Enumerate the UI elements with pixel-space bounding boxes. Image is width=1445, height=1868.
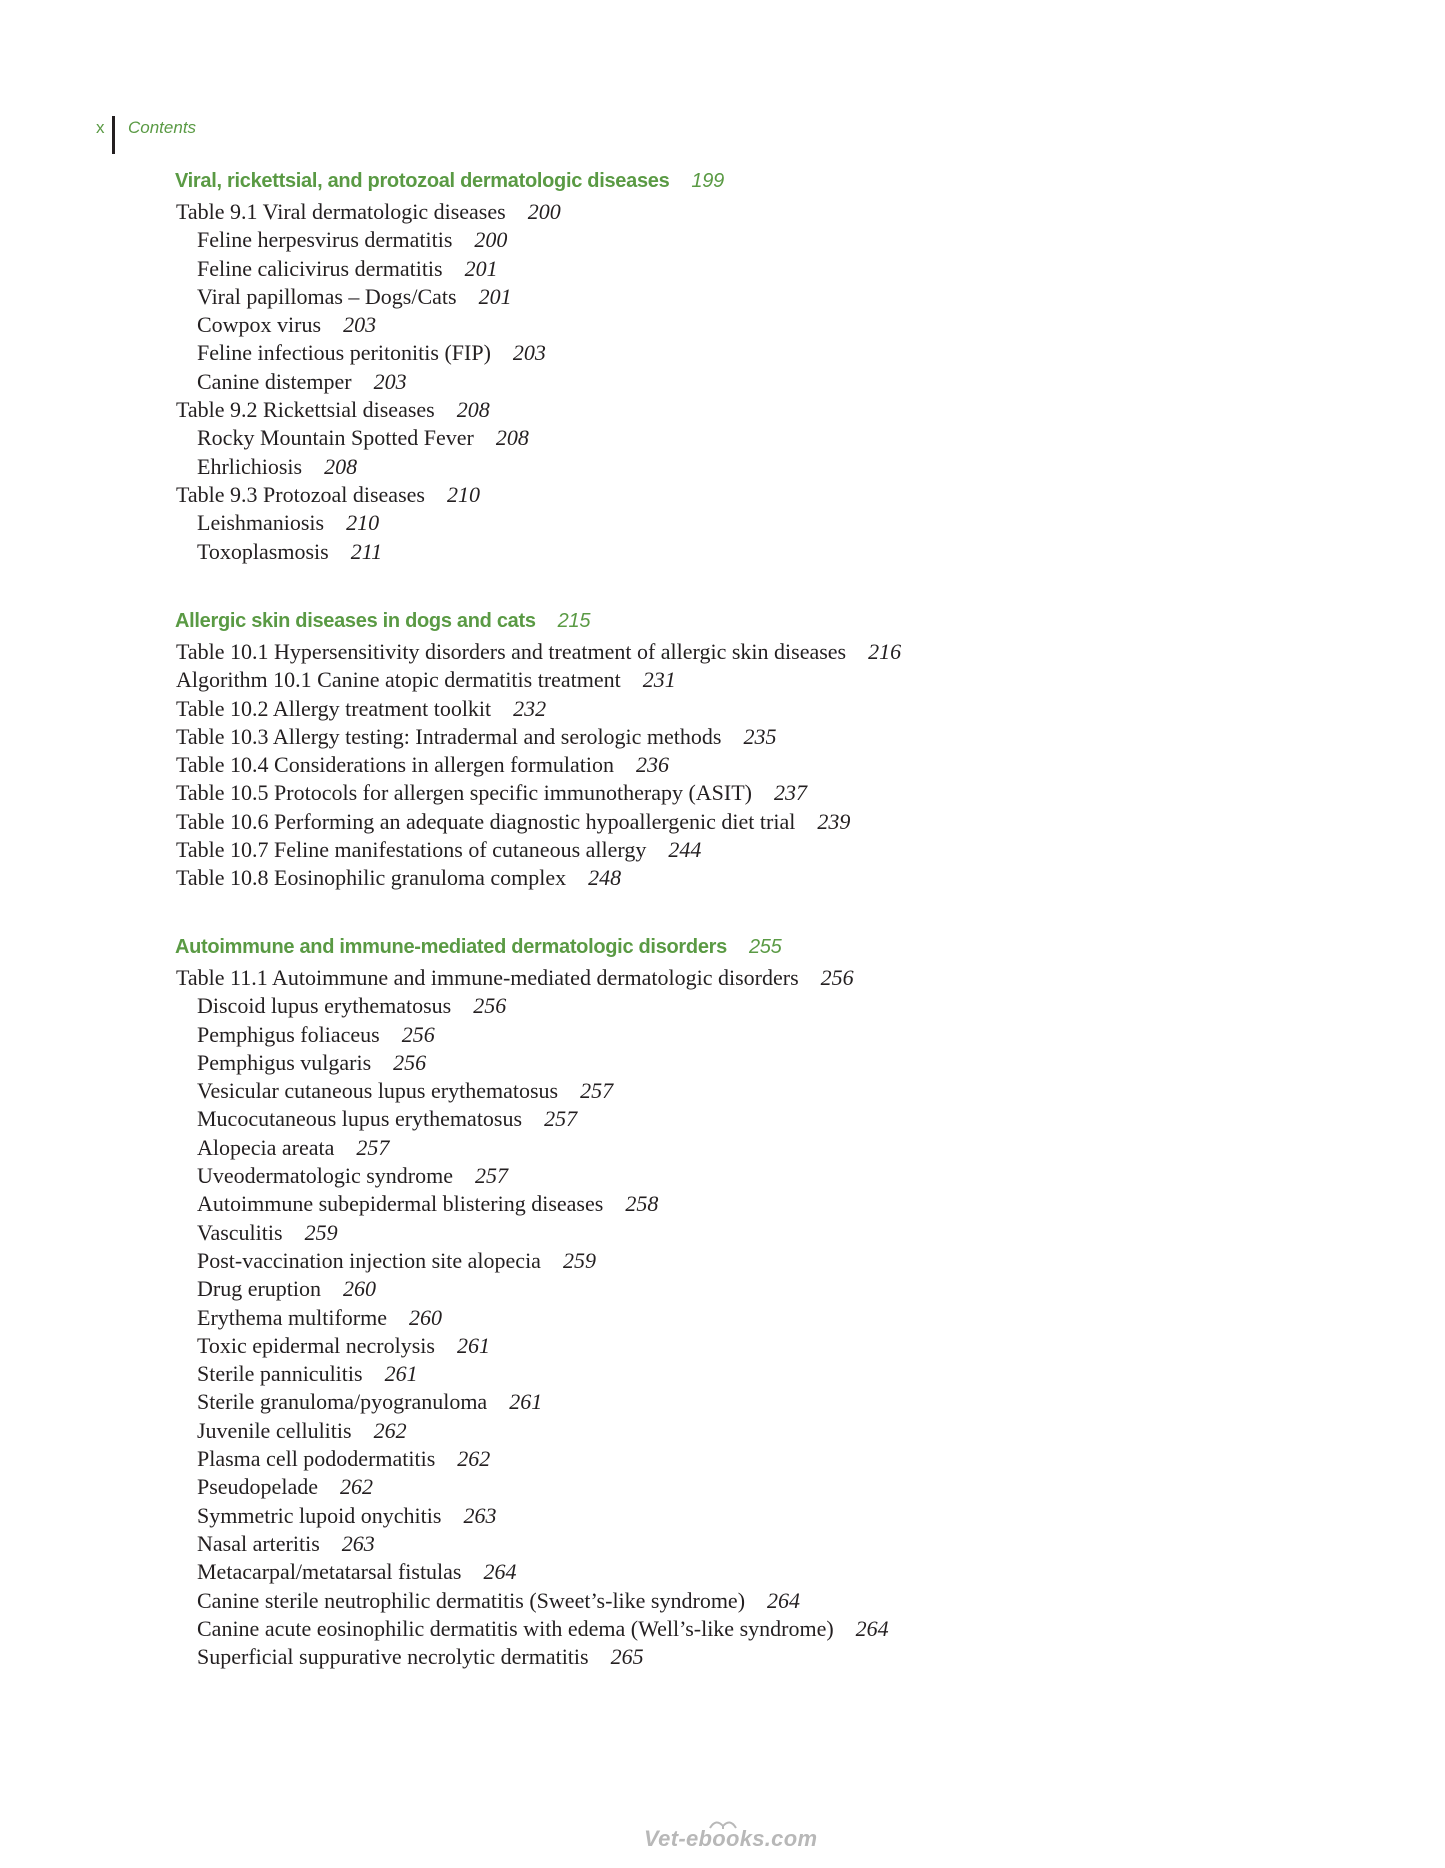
entry-title: Mucocutaneous lupus erythematosus [197,1106,523,1132]
chapter-page-number: 199 [691,170,724,192]
entry-page-number: 244 [668,837,702,863]
watermark-logo [644,1826,817,1852]
entry-page-number: 262 [373,1417,407,1443]
entry-page-number: 201 [464,255,498,281]
entry-title: Table 9.3 Protozoal diseases [176,481,425,507]
toc-subentry[interactable] [0,339,1100,367]
entry-title: Nasal arteritis [197,1530,320,1556]
toc-subentry[interactable] [0,1021,1100,1049]
toc-subentry[interactable] [0,1304,1100,1332]
entry-page-number: 248 [588,865,622,891]
entry-title: Table 10.1 Hypersensitivity disorders and treatment of allergic skin diseases [176,639,847,664]
entry-title: Algorithm 10.1 Canine atopic dermatitis treatment [176,667,621,693]
toc-subentry[interactable] [0,1049,1100,1077]
toc-subentry[interactable] [0,1134,1100,1162]
entry-title: Drug eruption [197,1276,322,1302]
toc-subentry[interactable] [0,1587,1100,1615]
entry-title: Uveodermatologic syndrome [197,1163,453,1189]
toc-subentry[interactable] [0,1530,1100,1558]
toc-table-entry[interactable] [0,808,1100,836]
book-icon [708,1816,738,1830]
entry-page-number: 231 [642,667,676,693]
toc-subentry[interactable] [0,1105,1100,1133]
entry-title: Pseudopelade [197,1474,318,1500]
toc-subentry[interactable] [0,1417,1100,1445]
toc-table-entry[interactable] [0,864,1100,892]
entry-title: Sterile granuloma/pyogranuloma [197,1389,488,1415]
toc-subentry[interactable] [0,283,1100,311]
entry-title: Autoimmune subepidermal blistering diseases [197,1191,604,1217]
entry-title: Rocky Mountain Spotted Fever [197,425,474,451]
entry-page-number: 261 [384,1361,418,1387]
entry-title: Pemphigus foliaceus [197,1021,380,1047]
entry-page-number: 259 [562,1247,596,1273]
entry-title: Plasma cell pododermatitis [197,1446,436,1472]
entry-title: Cowpox virus [197,312,322,338]
toc-subentry[interactable] [0,1558,1100,1586]
toc-subentry[interactable] [0,1162,1100,1190]
entry-title: Vesicular cutaneous lupus erythematosus [197,1078,559,1104]
entry-title: Table 9.1 Viral dermatologic diseases [176,199,506,224]
entry-page-number: 208 [456,397,490,423]
entry-page-number: 208 [495,425,529,451]
entry-title: Feline calicivirus dermatitis [197,255,443,281]
toc-subentry[interactable] [0,509,1100,537]
entry-title: Sterile panniculitis [197,1361,363,1387]
entry-title: Ehrlichiosis [197,453,303,479]
toc-table-entry[interactable] [0,779,1100,807]
toc-table-entry[interactable] [0,396,1100,424]
entry-page-number: 216 [868,639,902,664]
entry-page-number: 210 [446,481,480,507]
entry-page-number: 257 [356,1134,390,1160]
running-head-rule [112,116,115,154]
entry-title: Leishmaniosis [197,510,325,536]
entry-title: Erythema multiforme [197,1304,387,1330]
entry-page-number: 260 [343,1276,377,1302]
chapter-title-text: Allergic skin diseases in dogs and cats [175,610,536,632]
chapter-title [175,610,590,633]
entry-title: Toxic epidermal necrolysis [197,1332,435,1358]
toc-subentry[interactable] [0,992,1100,1020]
entry-page-number: 263 [341,1530,375,1556]
entry-title: Canine sterile neutrophilic dermatitis (Sweet’s-like syndrome) [197,1587,746,1613]
entry-title: Table 10.7 Feline manifestations of cutaneous allergy [176,837,647,863]
toc-table-entry[interactable] [0,666,1100,694]
watermark-text: Vet-ebooks.com [644,1826,818,1851]
entry-title: Pemphigus vulgaris [197,1049,372,1075]
entry-page-number: 257 [544,1106,578,1132]
entry-page-number: 265 [610,1644,644,1670]
toc-subentry[interactable] [0,311,1100,339]
entry-title: Table 10.5 Protocols for allergen specific immunotherapy (ASIT) [176,780,753,806]
toc-subentry[interactable] [0,1190,1100,1218]
entry-title: Feline infectious peritonitis (FIP) [197,340,491,366]
toc-subentry[interactable] [0,1247,1100,1275]
toc-subentry[interactable] [0,538,1100,566]
entry-title: Canine acute eosinophilic dermatitis with edema (Well’s-like syndrome) [197,1615,834,1641]
toc-subentry[interactable] [0,255,1100,283]
entry-page-number: 263 [463,1502,497,1528]
toc-subentry[interactable] [0,1502,1100,1530]
entry-page-number: 256 [401,1021,435,1047]
entry-page-number: 201 [478,283,512,309]
entry-title: Vasculitis [197,1219,283,1245]
toc-table-entry[interactable] [0,481,1100,509]
entry-page-number: 210 [346,510,380,536]
entry-page-number: 203 [512,340,546,366]
entry-page-number: 203 [373,368,407,394]
entry-page-number: 256 [473,993,507,1019]
toc-subentry[interactable] [0,1275,1100,1303]
toc-table-entry[interactable] [0,751,1100,779]
entry-page-number: 208 [324,453,358,479]
entry-page-number: 262 [457,1446,491,1472]
chapter-title [175,936,781,959]
entry-title: Table 9.2 Rickettsial diseases [176,397,435,423]
entry-page-number: 211 [350,538,383,564]
entry-title: Viral papillomas – Dogs/Cats [197,283,457,309]
chapter-10 [0,610,1100,893]
toc-subentry[interactable] [0,1473,1100,1501]
toc-table-entry[interactable] [0,198,1100,226]
chapter-page-number: 215 [557,610,591,632]
toc-subentry[interactable] [0,1332,1100,1360]
toc-subentry[interactable] [0,226,1100,254]
chapter-11 [0,936,1100,1671]
toc-subentry[interactable] [0,424,1100,452]
entry-title: Symmetric lupoid onychitis [197,1502,442,1528]
entry-page-number: 235 [743,723,777,749]
toc-subentry[interactable] [0,1615,1100,1643]
entry-page-number: 264 [767,1587,801,1613]
entry-page-number: 256 [393,1049,427,1075]
entry-page-number: 258 [625,1191,659,1217]
toc-subentry[interactable] [0,1077,1100,1105]
toc-subentry[interactable] [0,1388,1100,1416]
toc-subentry[interactable] [0,1360,1100,1388]
chapter-title [175,170,724,193]
chapter-heading[interactable] [0,170,1100,198]
entry-page-number: 236 [635,752,669,778]
entry-title: Toxoplasmosis [197,538,329,564]
entry-title: Alopecia areata [197,1134,335,1160]
toc-table-entry[interactable] [0,695,1100,723]
entry-title: Table 10.8 Eosinophilic granuloma complex [176,865,567,891]
entry-title: Metacarpal/metatarsal fistulas [197,1559,462,1585]
chapter-9 [0,170,1100,566]
entry-page-number: 260 [409,1304,442,1330]
entry-title: Canine distemper [197,368,352,394]
toc-table-entry[interactable] [0,964,1100,992]
entry-page-number: 261 [456,1332,490,1358]
chapter-title-text: Viral, rickettsial, and protozoal dermatologic diseases [175,170,670,192]
entry-title: Table 10.4 Considerations in allergen formulation [176,752,614,778]
entry-page-number: 232 [513,695,547,721]
page-number: x [96,118,105,137]
entry-page-number: 259 [304,1219,338,1245]
entry-page-number: 264 [855,1615,889,1641]
chapter-heading[interactable] [0,610,1100,638]
toc-subentry[interactable] [0,1219,1100,1247]
entry-page-number: 264 [483,1559,517,1585]
entry-page-number: 257 [580,1078,614,1104]
entry-title: Juvenile cellulitis [197,1417,352,1443]
entry-title: Table 11.1 Autoimmune and immune-mediated dermatologic disorders [176,965,799,990]
entry-title: Table 10.6 Performing an adequate diagnostic hypoallergenic diet trial [176,808,796,834]
entry-page-number: 237 [774,780,808,806]
entry-page-number: 256 [820,965,854,990]
entry-title: Feline herpesvirus dermatitis [197,227,453,253]
entry-page-number: 239 [817,808,851,834]
entry-title: Post-vaccination injection site alopecia [197,1247,541,1273]
toc-subentry[interactable] [0,453,1100,481]
toc-subentry[interactable] [0,1445,1100,1473]
toc-table-entry[interactable] [0,836,1100,864]
entry-page-number: 200 [527,199,561,224]
chapter-title-text: Autoimmune and immune-mediated dermatologic disorders [175,936,727,958]
entry-page-number: 261 [509,1389,543,1415]
toc-subentry[interactable] [0,1643,1100,1671]
toc-subentry[interactable] [0,368,1100,396]
entry-page-number: 200 [474,227,508,253]
entry-page-number: 203 [343,312,377,338]
toc-table-entry[interactable] [0,723,1100,751]
chapter-page-number: 255 [748,936,782,958]
running-head-title: Contents [128,118,197,137]
entry-page-number: 257 [475,1163,508,1189]
toc-table-entry[interactable] [0,638,1100,666]
entry-title: Table 10.3 Allergy testing: Intradermal and serologic methods [176,723,722,749]
entry-title: Superficial suppurative necrolytic dermatitis [197,1644,589,1670]
entry-page-number: 262 [339,1474,373,1500]
entry-title: Table 10.2 Allergy treatment toolkit [176,695,492,721]
chapter-heading[interactable] [0,936,1100,964]
entry-title: Discoid lupus erythematosus [197,993,452,1019]
